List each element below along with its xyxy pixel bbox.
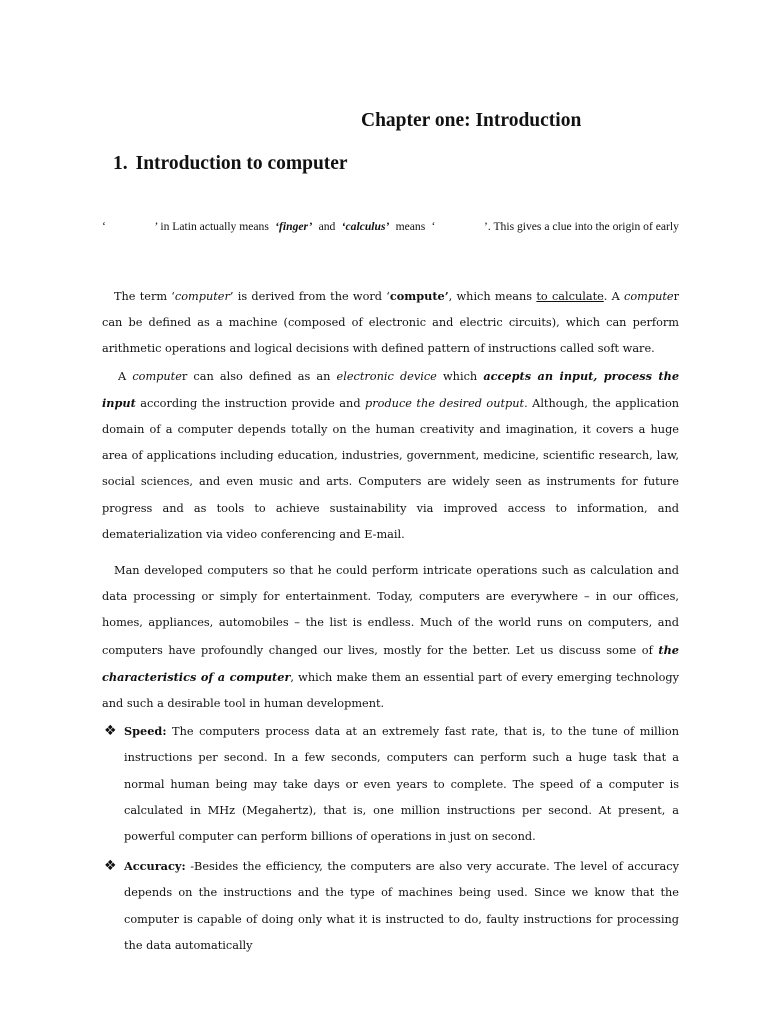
term-to-calculate: to calculate — [536, 290, 604, 303]
term-computer-3: compute — [132, 369, 182, 383]
latin-origin-line — [102, 220, 679, 233]
section-number: 1. — [113, 153, 128, 174]
latin-text-2: ’. This gives a clue into the origin of early — [484, 220, 679, 233]
latin-and: and — [318, 220, 336, 233]
latin-calculus: ‘calculus’ — [341, 220, 390, 233]
term-compute: compute’ — [389, 289, 449, 303]
diamond-bullet-icon: ❖ — [104, 858, 117, 875]
bullet-label-accuracy: Accuracy: — [124, 859, 186, 874]
term-electronic-device: electronic device — [336, 369, 437, 383]
list-item-accuracy — [102, 853, 679, 959]
paragraph-computer-definition: The term ‘computer’ is derived from the word ‘compute’, which means to calculate. A computer can be defined as a machine (composed of electronic and electric circuits), which can perform arithmetic operations and logical decisions with defined pattern of instructions called soft ware. — [102, 289, 680, 356]
latin-open-quote-2: ‘ — [431, 220, 436, 233]
term-characteristics: the characteristics of a computer — [102, 642, 679, 684]
latin-open-quote-1: ‘ — [102, 220, 106, 233]
term-computer-2: compute — [624, 290, 674, 303]
paragraph-electronic-device: A computer can also defined as an electronic device which accepts an input, process the input according the instruction provide and produce the desired output. Although, the application domain of a computer depends totally on the human creativity and imagination, it covers a huge area of applications including education, industries, government, medicine, scientific research, law, social sciences, and even music and arts. Computers are widely seen as instruments for future progress and as tools to achieve sustainability via improved access to information, and dematerialization via video conferencing and E-mail. — [102, 368, 680, 541]
latin-text-1: ’ in Latin actually means — [154, 220, 269, 233]
term-computer: computer — [174, 290, 230, 303]
list-item-speed — [102, 718, 679, 850]
body-text — [102, 283, 679, 962]
section-title: Introduction to computer — [135, 153, 348, 174]
bullet-label-speed: Speed: — [124, 724, 167, 739]
section-heading — [113, 153, 348, 175]
characteristics-list — [102, 718, 679, 959]
latin-blank-1 — [112, 220, 148, 233]
term-accepts-input: accepts an input, process the input — [102, 368, 680, 410]
latin-blank-2 — [442, 220, 478, 233]
bullet-text-accuracy: -Besides the efficiency, the computers are also very accurate. The level of accuracy depends on the instructions and the type of machines being used. Since we know that the computer is capable of doing only what it is instructed to do, faulty instructions for processing the data automatically — [124, 860, 679, 952]
chapter-title: Chapter one: Introduction — [361, 110, 582, 131]
bullet-text-speed: The computers process data at an extremely fast rate, that is, to the tune of million instructions per second. In a few seconds, computers can perform such a huge task that a normal human being may take days or even years to complete. The speed of a computer is calculated in MHz (Megahertz), that is, one million instructions per second. At present, a powerful computer can perform billions of operations in just on second. — [124, 725, 679, 844]
latin-finger: ‘finger’ — [275, 220, 313, 233]
term-produce-output: produce the desired output. — [365, 396, 528, 410]
latin-means: means — [395, 220, 426, 233]
diamond-bullet-icon: ❖ — [104, 723, 117, 740]
paragraph-man-developed: Man developed computers so that he could perform intricate operations such as calculation and data processing or simply for entertainment. Today, computers are everywhere – in our offices, homes, appliances, automobiles – the list is endless. Much of the world runs on computers, and computers have profoundly changed our lives, mostly for the better. Let us discuss some of the characteristics of a computer, which make them an essential part of every emerging technology and such a desirable tool in human development. — [102, 564, 679, 711]
